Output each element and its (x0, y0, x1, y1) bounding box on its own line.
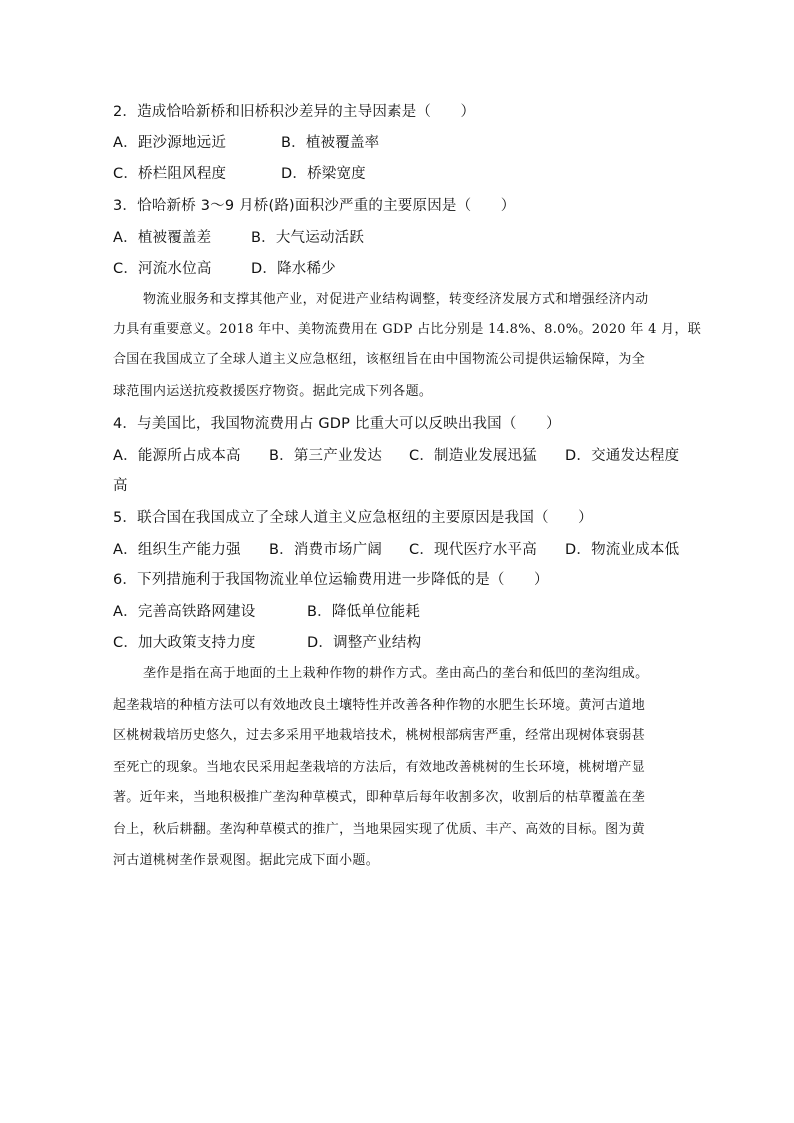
passage-2-line: 起垄栽培的种植方法可以有效地改良土壤特性并改善各种作物的水肥生长环境。黄河古道地 (113, 698, 646, 713)
question-3-option-d: D．降水稀少 (251, 261, 336, 277)
passage-2-line: 河古道桃树垄作景观图。据此完成下面小题。 (113, 853, 380, 868)
question-6-option-d: D．调整产业结构 (307, 635, 422, 651)
question-5-option-c: C．现代医疗水平高 (409, 542, 537, 558)
passage-2-line: 区桃树栽培历史悠久，过去多采用平地栽培技术，桃树根部病害严重，经常出现树体衰弱甚 (113, 728, 646, 743)
question-5-option-d: D．物流业成本低 (565, 542, 680, 558)
question-3-option-b: B．大气运动活跃 (251, 230, 365, 246)
question-2-option-b: B．植被覆盖率 (281, 135, 380, 151)
question-5-option-b: B．消费市场广阔 (269, 542, 383, 558)
question-3-stem: 3．恰哈新桥 3～9 月桥(路)面积沙严重的主要原因是（ ） (113, 198, 516, 214)
question-3-option-c: C．河流水位高 (113, 261, 212, 277)
question-4-option-a: A．能源所占成本高 (113, 448, 241, 464)
passage-2-line: 垄作是指在高于地面的土上栽种作物的耕作方式。垄由高凸的垄台和低凹的垄沟组成。 (143, 666, 649, 681)
question-4-option-d-continuation: 高 (113, 478, 128, 494)
question-4-option-c: C．制造业发展迅猛 (409, 448, 537, 464)
question-5-option-a: A．组织生产能力强 (113, 542, 241, 558)
question-2-option-d: D．桥梁宽度 (281, 166, 366, 182)
question-6-stem: 6．下列措施利于我国物流业单位运输费用进一步降低的是（ ） (113, 572, 549, 588)
question-5-stem: 5．联合国在我国成立了全球人道主义应急枢纽的主要原因是我国（ ） (113, 510, 593, 526)
question-2-option-a: A．距沙源地远近 (113, 135, 227, 151)
question-6-option-a: A．完善高铁路网建设 (113, 604, 256, 620)
passage-2-line: 台上，秋后耕翻。垄沟种草模式的推广，当地果园实现了优质、丰产、高效的目标。图为黄 (113, 822, 646, 837)
passage-1-line: 力具有重要意义。2018 年中、美物流费用在 GDP 占比分别是 14.8%、8.0%。2020 年 4 月，联 (113, 322, 702, 337)
passage-1-line: 合国在我国成立了全球人道主义应急枢纽，该枢纽旨在由中国物流公司提供运输保障，为全 (113, 352, 646, 367)
passage-1-line: 物流业服务和支撑其他产业，对促进产业结构调整，转变经济发展方式和增强经济内动 (143, 292, 649, 307)
question-6-option-c: C．加大政策支持力度 (113, 635, 256, 651)
question-6-option-b: B．降低单位能耗 (307, 604, 421, 620)
question-4-option-b: B．第三产业发达 (269, 448, 383, 464)
passage-2-line: 至死亡的现象。当地农民采用起垄栽培的方法后，有效地改善桃树的生长环境，桃树增产显 (113, 760, 646, 775)
question-2-stem: 2．造成恰哈新桥和旧桥积沙差异的主导因素是（ ） (113, 104, 476, 120)
question-3-option-a: A．植被覆盖差 (113, 230, 212, 246)
passage-1-line: 球范围内运送抗疫救援医疗物资。据此完成下列各题。 (113, 384, 433, 399)
question-4-stem: 4．与美国比，我国物流费用占 GDP 比重大可以反映出我国（ ） (113, 416, 561, 432)
question-4-option-d: D．交通发达程度 (565, 448, 680, 464)
question-2-option-c: C．桥栏阻风程度 (113, 166, 227, 182)
passage-2-line: 著。近年来，当地积极推广垄沟种草模式，即种草后每年收割多次，收割后的枯草覆盖在垄 (113, 790, 646, 805)
